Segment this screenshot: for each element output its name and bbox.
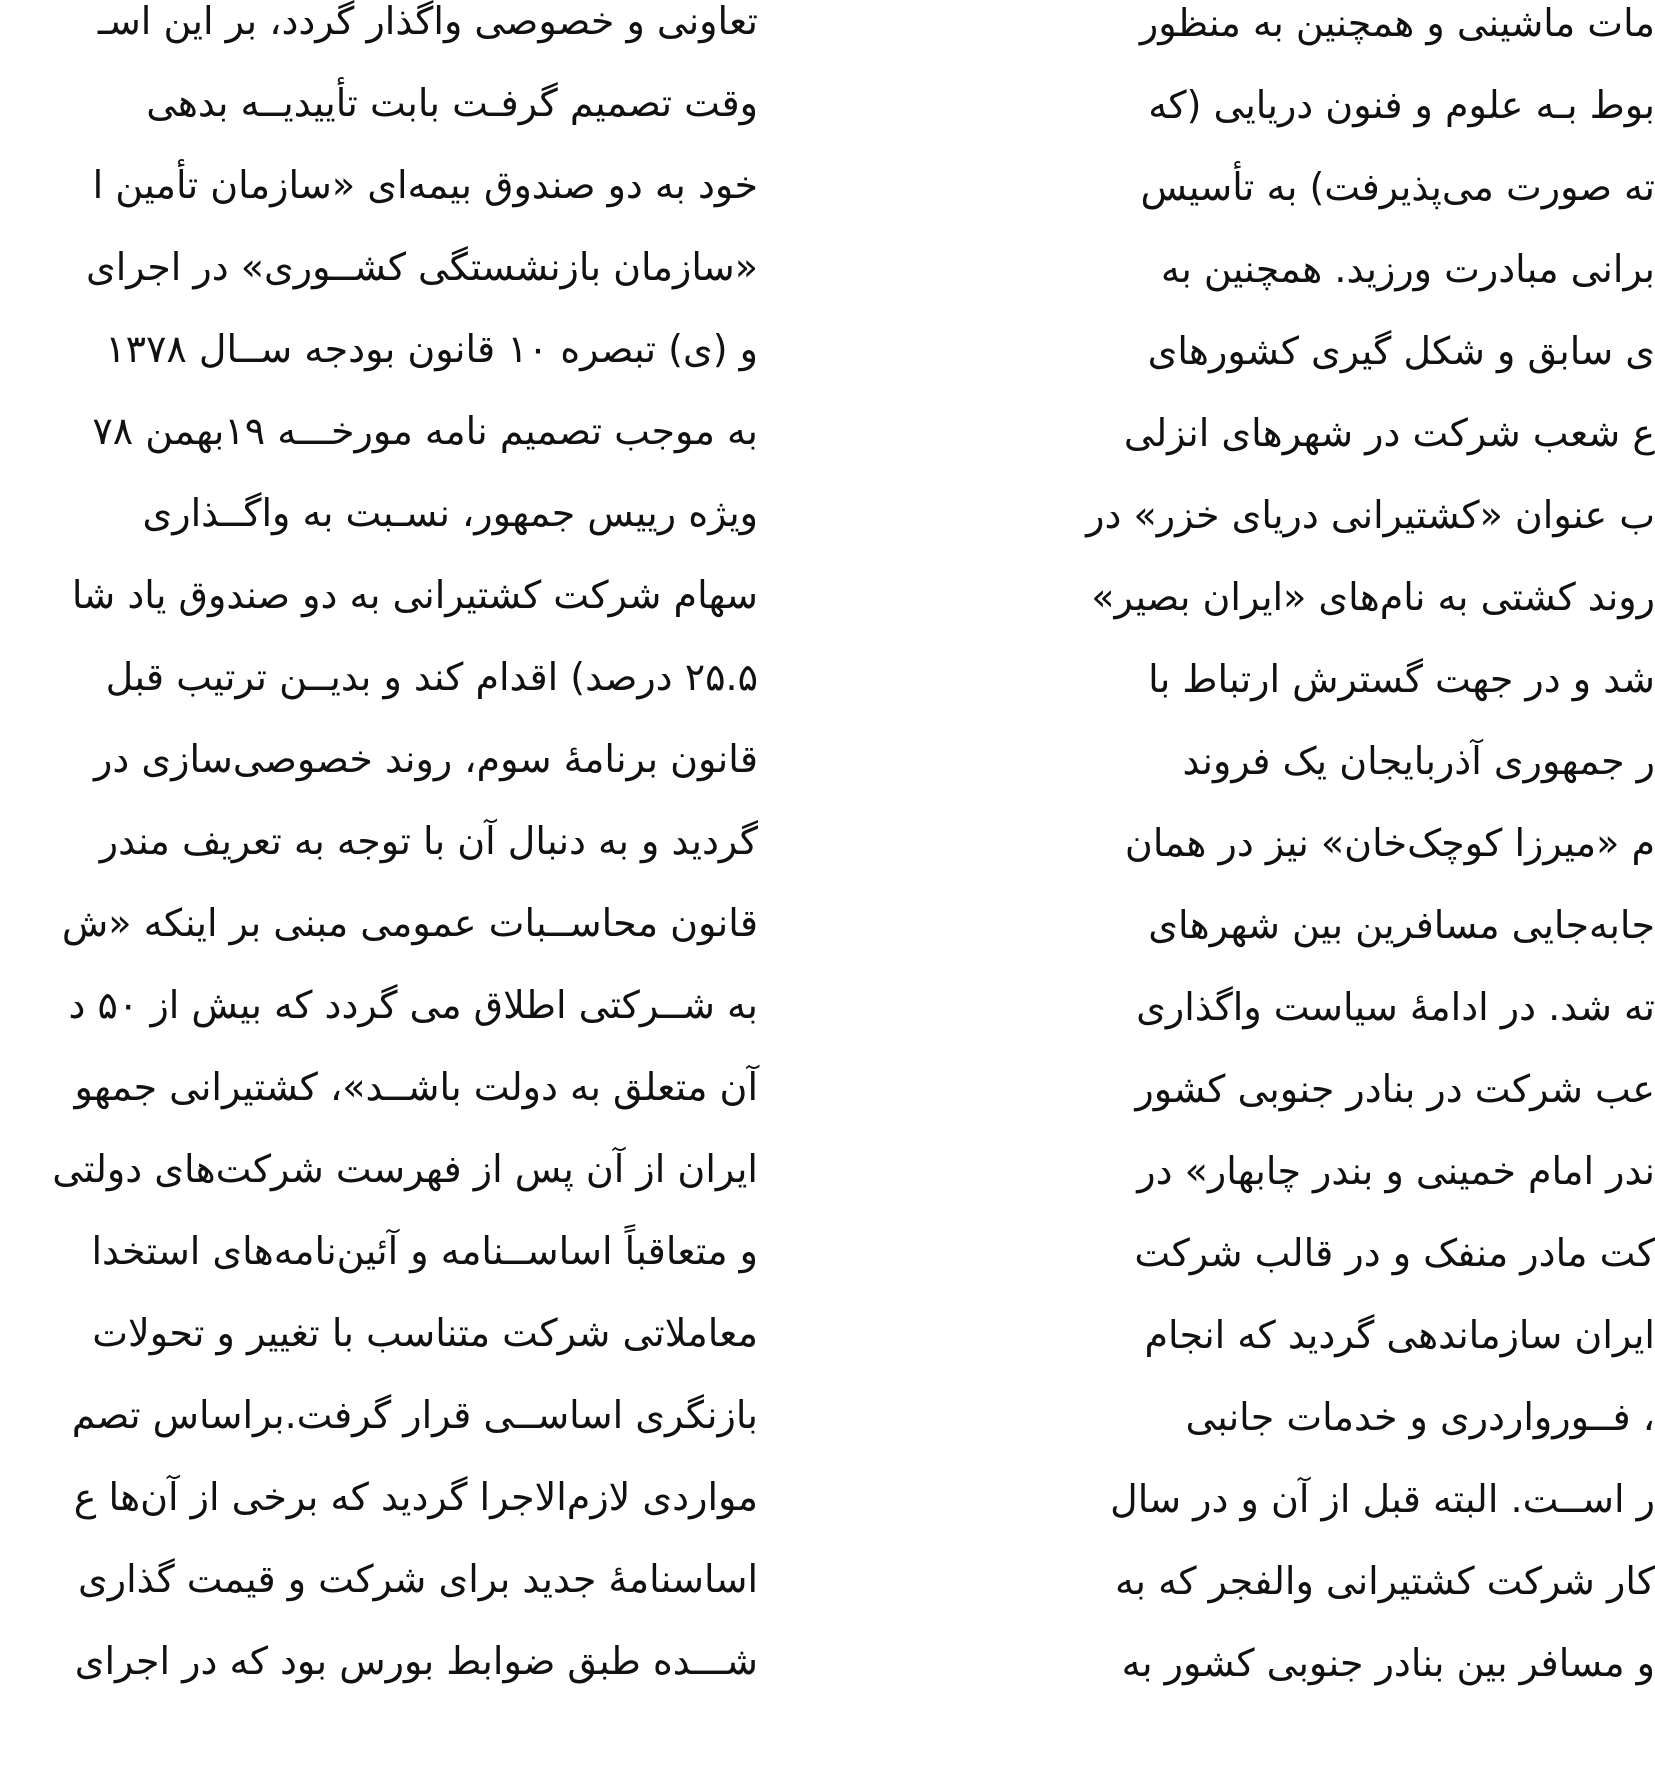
right-column-line: جابه‌جایی مسافرین بین شهرهای [1148,903,1655,947]
right-column-line: ته صورت می‌پذیرفت) به تأسیس [1140,165,1655,209]
right-column-line: ندر امام خمینی و بندر چابهار» در [1137,1149,1655,1193]
left-column-line: خود به دو صندوق بیمه‌ای «سازمان تأمین ا [92,163,758,207]
right-column-line: کار شرکت کشتیرانی والفجر که به [1115,1559,1655,1603]
right-column-line: روند کشتی به نام‌های «ایران بصیر» [1091,575,1655,619]
left-column-line: تعاونی و خصوصی واگذار گردد، بر این اسـ [97,0,758,43]
left-column-line: و متعاقباً اساســنامه و آئین‌نامه‌های استخدا [91,1229,758,1273]
right-column-line: ی سابق و شکل گیری کشورهای [1147,329,1655,373]
right-column-line: ، فــورواردری و خدمات جانبی [1185,1395,1655,1439]
right-column-line: ته شد. در ادامهٔ سیاست واگذاری [1136,985,1655,1029]
right-column-line: و مسافر بین بنادر جنوبی کشور به [1121,1641,1655,1685]
right-column-line: شد و در جهت گسترش ارتباط با [1148,657,1655,701]
right-column-line: کت مادر منفک و در قالب شرکت [1134,1231,1655,1275]
left-column-line: قانون محاســبات عمومی مبنی بر اینکه «ش [61,901,758,945]
right-text-column [895,0,1655,1771]
left-column-line: شـــده طبق ضوابط بورس بود که در اجرای [74,1639,758,1683]
right-column-line: ر اســت. البته قبل از آن و در سال [1110,1477,1655,1521]
left-column-line: قانون برنامهٔ سوم، روند خصوصی‌سازی در [94,737,758,781]
left-column-line: و (ی) تبصره ۱۰ قانون بودجه ســال ۱۳۷۸ [105,327,758,371]
left-column-line: بازنگری اساســی قرار گرفت.براساس تصم [71,1393,758,1437]
left-column-line: معاملاتی شرکت متناسب با تغییر و تحولات [92,1311,758,1355]
left-column-line: گردید و به دنبال آن با توجه به تعریف مندر [99,819,758,863]
left-column-line: «سازمان بازنشستگی کشــوری» در اجرای [86,245,758,289]
left-column-line: ۲۵.۵ درصد) اقدام کند و بدیــن ترتیب قبل [105,655,758,699]
left-column-line: به موجب تصمیم نامه مورخـــه ۱۹بهمن ۷۸ [92,409,758,453]
left-column-line: به شــرکتی اطلاق می گردد که بیش از ۵۰ د [68,983,758,1027]
right-column-line: برانی مبادرت ورزید. همچنین به [1160,247,1655,291]
right-column-line: ر جمهوری آذربایجان یک فروند [1182,739,1655,783]
left-column-line: مواردی لازم‌الاجرا گردید که برخی از آن‌ها ع [73,1475,758,1519]
left-column-line: آن متعلق به دولت باشــد»، کشتیرانی جمهو [74,1065,758,1109]
left-column-line: اساسنامهٔ جدید برای شرکت و قیمت گذاری [77,1557,758,1601]
left-column-line: ایران از آن پس از فهرست شرکت‌های دولتی [52,1147,758,1191]
right-column-line: م «میرزا کوچک‌خان» نیز در همان [1124,821,1655,865]
right-column-line: ایران سازماندهی گردید که انجام [1144,1313,1655,1357]
right-column-line: بوط بـه علوم و فنون دریایی (که [1148,83,1655,127]
right-column-line: ب عنوان «کشتیرانی دریای خزر» در [1086,493,1655,537]
left-column-line: ویژه رییس جمهور، نسـبت به واگــذاری [142,491,758,535]
right-column-line: ع شعب شرکت در شهرهای انزلی [1123,411,1655,455]
left-text-column [0,0,800,1771]
right-column-line: عب شرکت در بنادر جنوبی کشور [1135,1067,1655,1111]
right-column-line: مات ماشینی و همچنین به منظور [1139,1,1655,45]
left-column-line: وقت تصمیم گرفـت بابت تأییدیــه بدهی [146,81,758,125]
left-column-line: سهام شرکت کشتیرانی به دو صندوق یاد شا [71,573,758,617]
